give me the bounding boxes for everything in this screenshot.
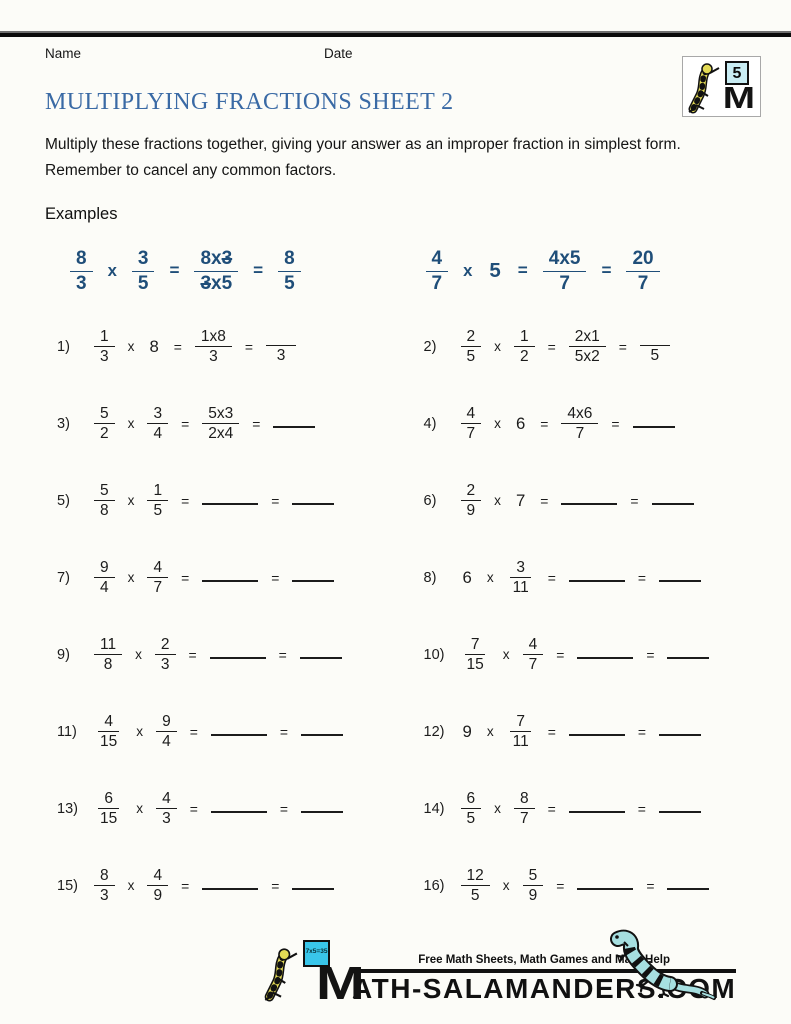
multiply-sign: x (486, 724, 494, 740)
denominator: 7 (528, 656, 538, 674)
multiply-sign: x (107, 261, 117, 281)
problem-number: 3) (57, 415, 70, 432)
numerator: 2x1 (569, 328, 606, 347)
numerator: 1x8 (195, 328, 232, 347)
numerator: 8 (94, 867, 115, 886)
denominator: 5x2 (574, 348, 600, 366)
fraction (147, 559, 168, 597)
numerator: 9 (156, 713, 177, 732)
problem-row (396, 385, 791, 462)
fraction (147, 405, 168, 443)
denominator: 11 (512, 733, 529, 751)
equals-sign: = (646, 877, 655, 894)
worked-fraction (561, 405, 598, 443)
answer-blank (667, 888, 709, 890)
denominator: 5 (650, 347, 660, 365)
answer-blank (210, 657, 266, 659)
multiply-sign: x (127, 878, 135, 894)
equals-sign: = (181, 569, 190, 586)
multiply-sign: x (494, 493, 501, 509)
number-card: 7x5=35 (303, 940, 330, 967)
equals-sign: = (547, 338, 556, 355)
fraction (156, 713, 177, 751)
problem-row (0, 770, 396, 847)
instructions (45, 132, 746, 184)
equals-sign: = (618, 338, 627, 355)
logo-mark (262, 940, 362, 1010)
fraction: $\frac{4}{7}$ (426, 248, 449, 294)
instructions-line-2: Remember to cancel any common factors. (45, 162, 337, 180)
equals-sign: = (279, 723, 288, 740)
answer-blank (577, 657, 633, 659)
denominator: 2 (519, 348, 529, 366)
equals-sign: = (181, 415, 190, 432)
cancelled-factor: 3 (200, 272, 212, 294)
footer (0, 930, 791, 1020)
worked-fraction (202, 405, 239, 443)
problem-number: 9) (57, 646, 70, 663)
problem-row (0, 616, 396, 693)
problem-row (396, 847, 791, 924)
numerator: 1 (514, 328, 535, 347)
equals-sign: = (188, 646, 197, 663)
answer-blank (301, 734, 343, 736)
fraction (514, 790, 535, 828)
name-label: Name (45, 46, 82, 61)
equals-sign: = (556, 877, 565, 894)
m-logo: M (722, 80, 754, 115)
m-logo: M (315, 957, 362, 1010)
fraction (461, 790, 482, 828)
numerator: 4 (147, 867, 168, 886)
numerator: 7 (465, 636, 486, 655)
multiply-sign: x (127, 493, 135, 509)
multiply-sign: x (136, 801, 144, 817)
answer-blank (292, 503, 334, 505)
denominator: 5 (466, 810, 476, 828)
problem-number: 1) (57, 338, 70, 355)
multiply-sign: x (502, 647, 510, 663)
denominator: 9 (466, 502, 476, 520)
equals-sign: = (189, 800, 198, 817)
denominator: 7 (575, 425, 585, 443)
denominator: 9 (528, 887, 538, 905)
denominator: 8 (103, 656, 113, 674)
tagline: Free Math Sheets, Math Games and Math Help (418, 954, 670, 967)
numerator: 4 (461, 405, 482, 424)
fraction (461, 328, 482, 366)
answer-blank (569, 580, 625, 582)
problem-number: 13) (57, 800, 78, 817)
numerator: 11 (94, 636, 122, 655)
problem-number: 14) (423, 800, 445, 817)
multiply-sign: x (135, 647, 142, 663)
problem-number: 8) (423, 569, 437, 586)
fraction (514, 328, 535, 366)
examples-section (0, 240, 791, 302)
equals-sign: = (252, 415, 261, 432)
denominator: 2x4 (208, 425, 234, 443)
salamander-icon (262, 946, 298, 1002)
example-2 (396, 240, 791, 302)
fraction (155, 636, 176, 674)
denominator: 4 (162, 733, 171, 751)
fraction (94, 328, 115, 366)
problem-number: 7) (57, 569, 70, 586)
problem-row (0, 385, 396, 462)
whole-number: 5 (489, 259, 501, 283)
equals-sign: = (189, 723, 198, 740)
equals-sign: = (271, 877, 280, 894)
problem-row (396, 462, 791, 539)
fraction (94, 482, 115, 520)
denominator: 15 (100, 733, 118, 751)
answer-blank (569, 734, 625, 736)
fraction (94, 559, 115, 597)
whole-number: 8 (149, 336, 159, 356)
equals-sign: = (601, 261, 612, 281)
denominator: 8 (100, 502, 109, 520)
denominator: 3 (100, 887, 109, 905)
denominator: 15 (100, 810, 118, 828)
multiply-sign: x (494, 339, 501, 355)
equals-sign: = (540, 415, 549, 432)
site-name: ATH-SALAMANDERS.COM (352, 972, 737, 1004)
numerator: 4 (98, 713, 119, 732)
equals-sign: = (279, 800, 288, 817)
fraction (461, 867, 490, 905)
problem-number: 2) (423, 338, 437, 355)
equals-sign: = (637, 723, 646, 740)
fraction (94, 636, 122, 674)
equals-sign: = (611, 415, 620, 432)
equals-sign: = (637, 569, 646, 586)
problem-number: 15) (57, 877, 78, 894)
numerator: 4 (147, 559, 168, 578)
equals-sign: = (169, 261, 180, 281)
worked-fraction: $\frac{4x5}{7}$ (543, 248, 587, 294)
equals-sign: = (271, 569, 280, 586)
equals-sign: = (547, 800, 556, 817)
problem-number: 4) (423, 415, 437, 432)
answer-blank (667, 657, 709, 659)
answer-fraction: $\frac{20}{7}$ (626, 248, 659, 294)
denominator: 7 (466, 425, 476, 443)
denominator: 3 (100, 348, 109, 366)
equals-sign: = (540, 492, 549, 509)
equals-sign: = (244, 338, 254, 355)
denominator: 3 (160, 656, 170, 674)
denominator: 11 (512, 579, 529, 597)
fraction (156, 790, 177, 828)
numerator: 5 (94, 482, 115, 501)
problem-row (0, 462, 396, 539)
problem-number: 5) (57, 492, 70, 509)
equals-sign: = (547, 723, 556, 740)
numerator: 6 (461, 790, 482, 809)
numerator: 5 (94, 405, 115, 424)
equals-sign: = (271, 492, 280, 509)
answer-blank (301, 811, 343, 813)
whole-number: 7 (515, 490, 526, 510)
numerator: 12 (461, 867, 490, 886)
problem-row (396, 770, 791, 847)
header-meta (45, 46, 746, 64)
answer-blank (569, 811, 625, 813)
denominator: 3 (162, 810, 171, 828)
number-card: 5 (725, 61, 749, 85)
equals-sign: = (253, 261, 264, 281)
multiply-sign: x (486, 570, 494, 586)
problem-number: 16) (423, 877, 445, 894)
fraction (147, 482, 168, 520)
fraction (94, 713, 123, 751)
denominator: 3 (209, 348, 218, 366)
problem-number: 10) (423, 646, 445, 663)
fraction (147, 867, 168, 905)
fraction (507, 713, 535, 751)
numerator: 1 (147, 482, 168, 501)
instructions-line-1: Multiply these fractions together, giving your answer as an improper fraction in simplest form. (45, 136, 681, 153)
answer-fraction (266, 329, 296, 365)
equals-sign: = (646, 646, 655, 663)
problem-number: 11) (57, 723, 77, 740)
numerator: 9 (94, 559, 115, 578)
site-logo-badge (682, 56, 761, 117)
date-label: Date (324, 46, 353, 61)
problem-number: 12) (423, 723, 445, 740)
denominator: 3 (276, 347, 286, 365)
fraction: $\frac{8}{3}$ (70, 248, 93, 294)
answer-blank (300, 657, 342, 659)
multiply-sign: x (463, 261, 473, 281)
multiply-sign: x (494, 801, 501, 817)
equals-sign: = (181, 877, 190, 894)
worked-fraction (569, 328, 606, 366)
problems-grid (0, 308, 791, 924)
worked-fraction: $\frac{8x3}{3x5}$ (194, 248, 238, 294)
salamander-icon (686, 61, 720, 114)
equals-sign: = (630, 492, 639, 509)
problem-row (396, 693, 791, 770)
numerator: 3 (147, 405, 168, 424)
answer-blank (652, 503, 694, 505)
problem-row (396, 616, 791, 693)
equals-sign: = (637, 800, 646, 817)
answer-blank (292, 888, 334, 890)
answer-blank (659, 734, 701, 736)
fraction (461, 405, 482, 443)
fraction (461, 482, 482, 520)
answer-blank (659, 811, 701, 813)
denominator: 5 (466, 348, 476, 366)
denominator: 2 (100, 425, 109, 443)
numerator: 3 (510, 559, 531, 578)
top-border-bar (0, 31, 791, 37)
denominator: 5 (470, 887, 480, 905)
answer-blank (211, 734, 267, 736)
answer-fraction: $\frac{8}{5}$ (278, 248, 301, 294)
numerator: 6 (98, 790, 119, 809)
equals-sign: = (547, 569, 556, 586)
multiply-sign: x (502, 878, 510, 894)
denominator: 4 (100, 579, 109, 597)
denominator: 5 (153, 502, 163, 520)
numerator: 4 (523, 636, 544, 655)
denominator: 7 (153, 579, 163, 597)
gecko-illustration (594, 926, 716, 1011)
problem-row (396, 539, 791, 616)
whole-number: 6 (515, 413, 526, 433)
multiply-sign: x (136, 724, 144, 740)
multiply-sign: x (494, 416, 501, 432)
denominator: 7 (519, 810, 529, 828)
example-1 (0, 240, 396, 302)
numerator: 4x6 (561, 405, 598, 424)
answer-blank (292, 580, 334, 582)
problem-row (0, 308, 396, 385)
fraction (507, 559, 535, 597)
numerator: 4 (156, 790, 177, 809)
numerator: 2 (461, 482, 482, 501)
problem-row (0, 847, 396, 924)
examples-heading: Examples (45, 205, 118, 224)
page-title: MULTIPLYING FRACTIONS SHEET 2 (45, 89, 454, 115)
problem-row (0, 693, 396, 770)
numerator: 1 (94, 328, 115, 347)
multiply-sign: x (127, 339, 135, 355)
multiply-sign: x (127, 570, 135, 586)
fraction (523, 867, 544, 905)
problem-row (0, 539, 396, 616)
answer-blank (577, 888, 633, 890)
cancelled-factor: 3 (221, 248, 233, 270)
numerator (266, 329, 296, 346)
answer-blank (561, 503, 617, 505)
equals-sign: = (173, 338, 182, 355)
answer-fraction (640, 329, 670, 365)
worked-fraction (195, 328, 232, 366)
numerator: 7 (510, 713, 531, 732)
multiply-sign: x (127, 416, 135, 432)
numerator: 2 (461, 328, 482, 347)
equals-sign: = (517, 261, 528, 281)
answer-blank (273, 426, 315, 428)
fraction (94, 790, 123, 828)
answer-blank (202, 580, 258, 582)
numerator (640, 329, 670, 346)
numerator: 5x3 (202, 405, 239, 424)
answer-blank (633, 426, 675, 428)
fraction (94, 867, 115, 905)
numerator: 2 (155, 636, 176, 655)
fraction (461, 636, 490, 674)
whole-number: 6 (462, 567, 472, 587)
answer-blank (211, 811, 267, 813)
equals-sign: = (278, 646, 287, 663)
numerator: 8 (514, 790, 535, 809)
fraction (94, 405, 115, 443)
denominator: 15 (466, 656, 484, 674)
problem-number: 6) (423, 492, 437, 509)
numerator: 5 (523, 867, 544, 886)
denominator: 4 (153, 425, 163, 443)
equals-sign: = (181, 492, 190, 509)
denominator: 9 (153, 887, 163, 905)
answer-blank (202, 888, 258, 890)
answer-blank (202, 503, 258, 505)
answer-blank (659, 580, 701, 582)
fraction (523, 636, 544, 674)
problem-row (396, 308, 791, 385)
equals-sign: = (556, 646, 565, 663)
fraction: $\frac{3}{5}$ (132, 248, 155, 294)
whole-number: 9 (462, 721, 472, 741)
